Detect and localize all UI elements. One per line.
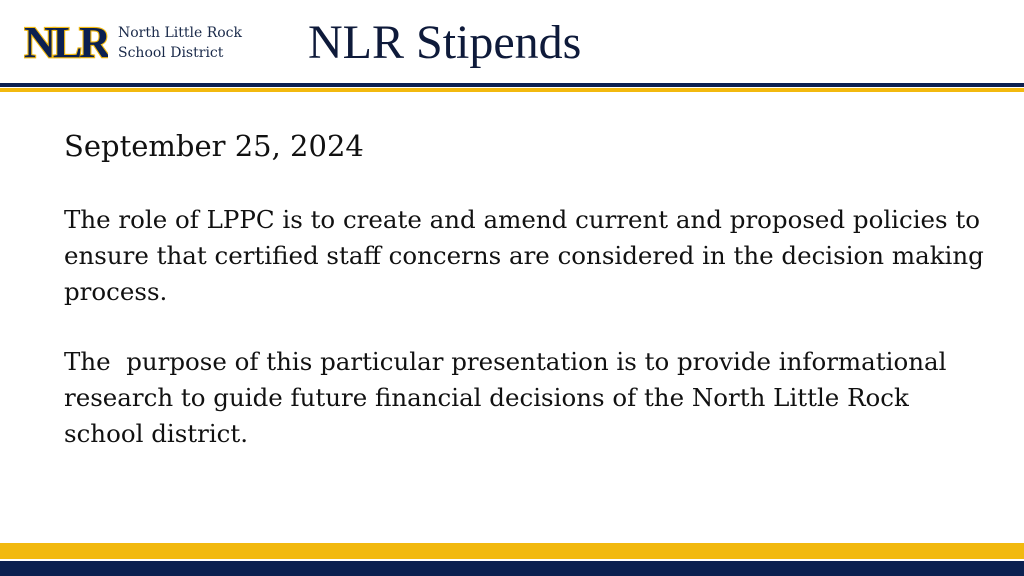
slide-title: NLR Stipends (308, 16, 582, 69)
slide-header (0, 0, 1024, 82)
nlr-logo (24, 14, 108, 68)
presentation-purpose-paragraph: The purpose of this particular presentation is to provide informational research to guide future financial decisions of the North Little Rock school district. (64, 347, 955, 448)
footer-navy-stripe (0, 561, 1024, 576)
footer-gold-stripe (0, 543, 1024, 559)
district-name (118, 23, 242, 63)
lppc-role-paragraph: The role of LPPC is to create and amend current and proposed policies to ensure that certified staff concerns are considered in the decision making process. (64, 205, 992, 306)
header-navy-stripe (0, 83, 1024, 87)
district-name-line-2: School District (118, 45, 224, 61)
svg-text:NLR: NLR (24, 18, 108, 67)
presentation-date: September 25, 2024 (64, 129, 364, 163)
header-gold-stripe (0, 88, 1024, 92)
slide-body (64, 120, 992, 486)
district-name-line-1: North Little Rock (118, 25, 242, 41)
